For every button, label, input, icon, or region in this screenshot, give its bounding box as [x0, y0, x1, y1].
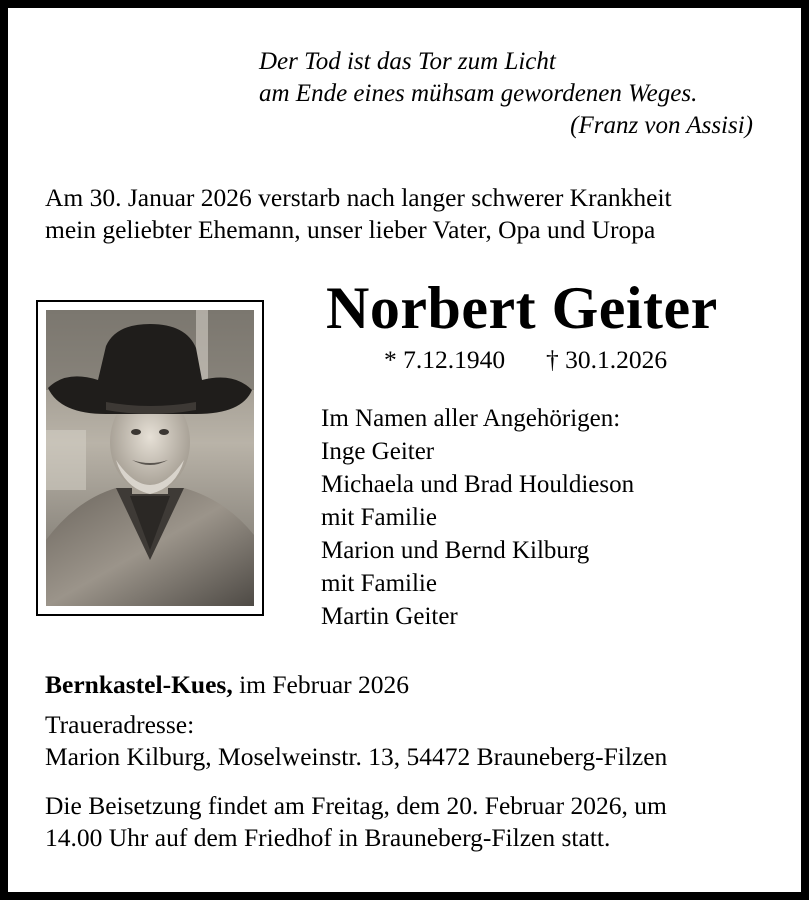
place-town: Bernkastel-Kues,: [45, 670, 233, 699]
portrait-frame: [36, 300, 264, 616]
deceased-name: Norbert Geiter: [326, 275, 718, 341]
family-intro: Im Namen aller Angehörigen:: [321, 405, 621, 432]
portrait-photo: [46, 310, 254, 606]
family-member: mit Familie: [321, 570, 437, 597]
funeral-line-2: 14.00 Uhr auf dem Friedhof in Brauneberg-Filzen statt.: [45, 823, 611, 852]
address-label: Traueradresse:: [45, 710, 195, 739]
funeral-line-1: Die Beisetzung findet am Freitag, dem 20. Februar 2026, um: [45, 791, 667, 820]
birth-date: * 7.12.1940: [384, 345, 506, 374]
quote-line-1: Der Tod ist das Tor zum Licht: [259, 48, 556, 75]
death-date: † 30.1.2026: [546, 345, 668, 374]
family-member: mit Familie: [321, 504, 437, 531]
place-date-line: [45, 669, 409, 701]
quote-author: (Franz von Assisi): [570, 112, 753, 139]
quote-line-2: am Ende eines mühsam gewordenen Weges.: [259, 80, 698, 107]
family-member: Martin Geiter: [321, 603, 458, 630]
address-value: Marion Kilburg, Moselweinstr. 13, 54472 Brauneberg-Filzen: [45, 742, 668, 771]
family-member: Michaela und Brad Houldieson: [321, 471, 635, 498]
family-member: Inge Geiter: [321, 438, 435, 465]
announcement-line-2: mein geliebter Ehemann, unser lieber Vater, Opa und Uropa: [45, 215, 656, 244]
announcement-line-1: Am 30. Januar 2026 verstarb nach langer schwerer Krankheit: [45, 183, 672, 212]
family-member: Marion und Bernd Kilburg: [321, 537, 590, 564]
place-date: im Februar 2026: [232, 670, 410, 699]
